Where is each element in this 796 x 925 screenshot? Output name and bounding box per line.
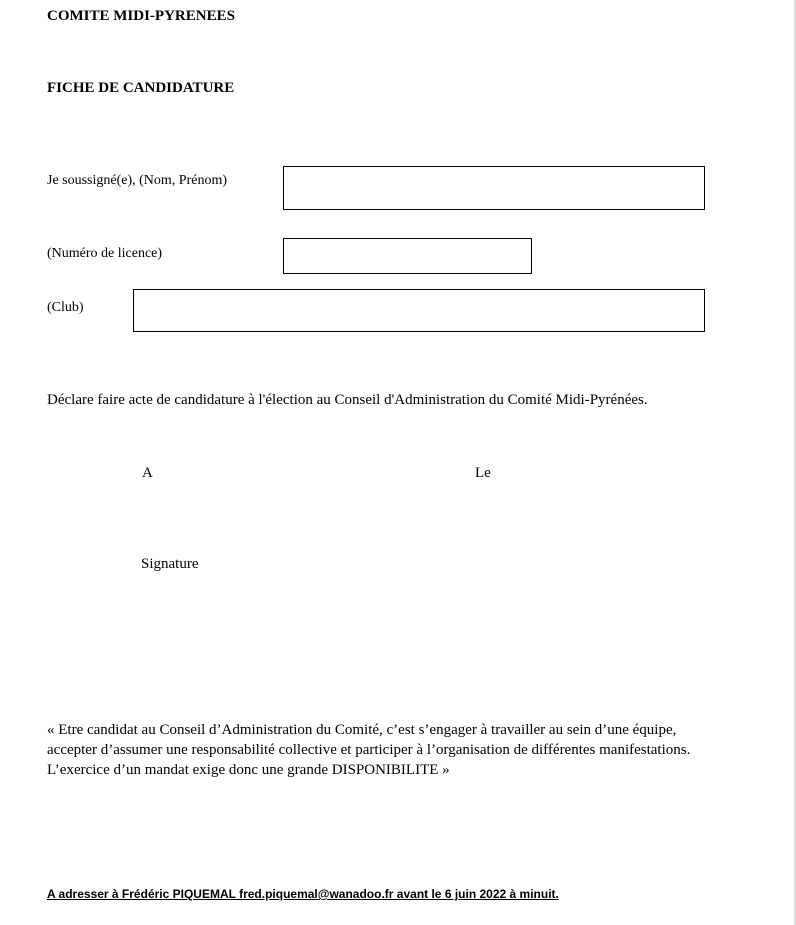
date-label: Le xyxy=(475,465,491,481)
committee-heading: COMITE MIDI-PYRENEES xyxy=(47,8,235,24)
license-label: (Numéro de licence) xyxy=(47,246,163,261)
submission-instructions: A adresser à Frédéric PIQUEMAL fred.piquemal@wanadoo.fr avant le 6 juin 2022 à minuit. xyxy=(47,887,559,901)
name-label: Je soussigné(e), (Nom, Prénom) xyxy=(47,173,228,188)
quote-line-2: accepter d’assumer une responsabilité collective et participer à l’organisation de différentes manifestations. xyxy=(47,742,691,758)
license-number-field[interactable] xyxy=(283,238,532,274)
declaration-text: Déclare faire acte de candidature à l'élection au Conseil d'Administration du Comité Midi-Pyrénées. xyxy=(47,392,648,408)
form-title: FICHE DE CANDIDATURE xyxy=(47,80,235,96)
quote-line-3: L’exercice d’un mandat exige donc une grande DISPONIBILITE » xyxy=(47,762,450,778)
name-field[interactable] xyxy=(283,166,705,210)
club-field[interactable] xyxy=(133,289,705,332)
club-label: (Club) xyxy=(47,300,84,315)
signature-label: Signature xyxy=(141,556,199,572)
place-label: A xyxy=(142,465,153,481)
quote-line-1: « Etre candidat au Conseil d’Administration du Comité, c’est s’engager à travailler au sein d’une équipe, xyxy=(47,722,677,738)
